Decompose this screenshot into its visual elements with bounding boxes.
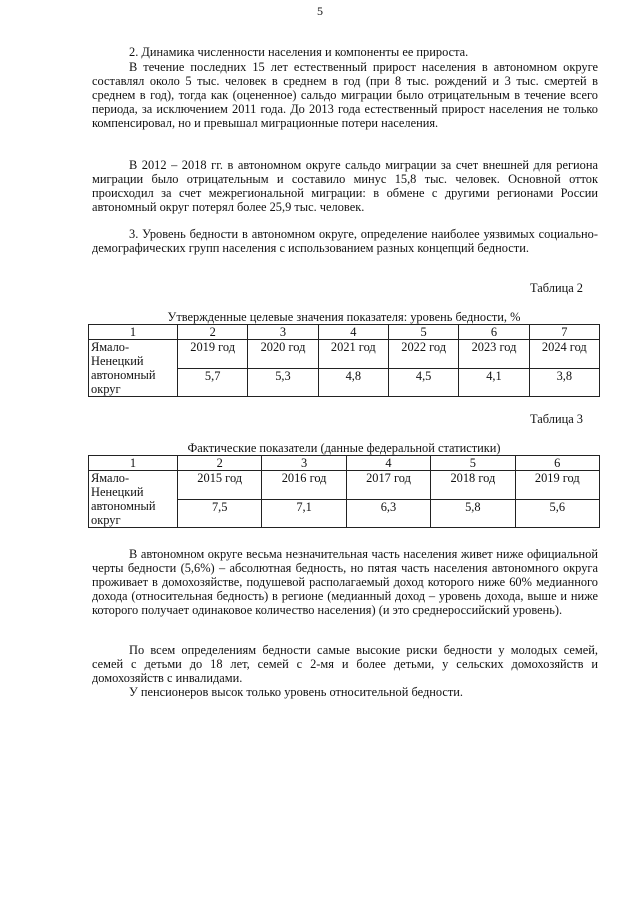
- table2-value: 4,8: [318, 368, 388, 397]
- paragraph-risk-groups: По всем определениям бедности самые высокие риски бедности у молодых семей, семей с детьми до 18 лет, семей с 2-мя и более детьми, у сельских домохозяйств и домохозяйств с инвалидами.: [92, 643, 598, 685]
- table2-colnum: 3: [248, 325, 318, 340]
- table2-value: 4,5: [388, 368, 458, 397]
- table3-region-line: Ненецкий: [91, 485, 144, 499]
- table3-year: 2017 год: [346, 471, 430, 500]
- table3-region-line: Ямало-: [91, 471, 130, 485]
- table3-year: 2016 год: [262, 471, 346, 500]
- table2-colnum: 1: [89, 325, 178, 340]
- table2-year: 2024 год: [529, 340, 599, 369]
- table3-value: 5,6: [515, 499, 599, 528]
- table3-colnum: 3: [262, 456, 346, 471]
- table2-year: 2020 год: [248, 340, 318, 369]
- table3-region-line: автономный: [91, 499, 156, 513]
- table-actual-poverty: [88, 441, 600, 528]
- table2-colnum: 6: [459, 325, 529, 340]
- paragraph-poverty-line: В автономном округе весьма незначительная часть населения живет ниже официальной черты бедности (5,6%) – абсолютная бедность, но пятая часть населения автономного округа проживает в домохозяйстве, подушевой располагаемый доход которого ниже 60% медианного дохода (относительная бедность) в регионе (медианный доход – уровень дохода, выше и ниже которого получает одинаковое количество населения) (и это среднероссийский уровень).: [92, 547, 598, 617]
- table2-region-line: округ: [91, 382, 121, 396]
- paragraph-migration: В 2012 – 2018 гг. в автономном округе сальдо миграции за счет внешней для региона миграции было отрицательным и составило минус 15,8 тыс. человек. Основной отток происходил за счет межрегиональной миграции: в обмене с другими регионами России автономный округ потерял более 25,9 тыс. человек.: [92, 158, 598, 214]
- table2-value: 3,8: [529, 368, 599, 397]
- table3-colnum: 1: [89, 456, 178, 471]
- table3-region: [89, 471, 178, 528]
- table3-region-line: округ: [91, 513, 121, 527]
- table2-region-line: автономный: [91, 368, 156, 382]
- table3-value: 5,8: [431, 499, 515, 528]
- table3-year: 2019 год: [515, 471, 599, 500]
- table2-region-line: Ненецкий: [91, 354, 144, 368]
- table3-title: Фактические показатели (данные федеральной статистики): [89, 441, 600, 456]
- paragraph-pensioners: У пенсионеров высок только уровень относительной бедности.: [129, 685, 464, 699]
- table2-year: 2021 год: [318, 340, 388, 369]
- table2-colnum: 4: [318, 325, 388, 340]
- table3-caption: Таблица 3: [530, 412, 583, 426]
- paragraph-natural-growth: В течение последних 15 лет естественный прирост населения в автономном округе составлял около 5 тыс. человек в среднем в год (при 8 тыс. рождений и 3 тыс. смертей в среднем в год), тогда как (оцененное) сальдо миграции было отрицательным в течение всего периода, за исключением 2011 года. До 2013 года естественный прирост населения не только компенсировал, но и превышал миграционные потери населения.: [92, 60, 598, 130]
- section-heading-poverty: 3. Уровень бедности в автономном округе, определение наиболее уязвимых социально-демографических групп населения с использованием разных концепций бедности.: [92, 227, 598, 255]
- table2-value: 5,3: [248, 368, 318, 397]
- table3-colnum: 5: [431, 456, 515, 471]
- table2-caption: Таблица 2: [530, 281, 583, 295]
- table3-value: 7,1: [262, 499, 346, 528]
- table-target-poverty: [88, 310, 600, 397]
- table2-value: 4,1: [459, 368, 529, 397]
- table2-value: 5,7: [178, 368, 248, 397]
- table3-colnum: 6: [515, 456, 599, 471]
- table2-colnum: 7: [529, 325, 599, 340]
- table3-colnum: 2: [178, 456, 262, 471]
- table3-year: 2015 год: [178, 471, 262, 500]
- table2-year: 2022 год: [388, 340, 458, 369]
- table2-region-line: Ямало-: [91, 340, 130, 354]
- table3-colnum: 4: [346, 456, 430, 471]
- table2-colnum: 5: [388, 325, 458, 340]
- table2-year: 2019 год: [178, 340, 248, 369]
- page-number: 5: [317, 4, 323, 18]
- table2-year: 2023 год: [459, 340, 529, 369]
- table3-year: 2018 год: [431, 471, 515, 500]
- table2-title: Утвержденные целевые значения показателя: уровень бедности, %: [89, 310, 600, 325]
- section-heading-demography: 2. Динамика численности населения и компоненты ее прироста.: [129, 45, 469, 59]
- table3-value: 7,5: [178, 499, 262, 528]
- table2-region: [89, 340, 178, 397]
- table3-value: 6,3: [346, 499, 430, 528]
- table2-colnum: 2: [178, 325, 248, 340]
